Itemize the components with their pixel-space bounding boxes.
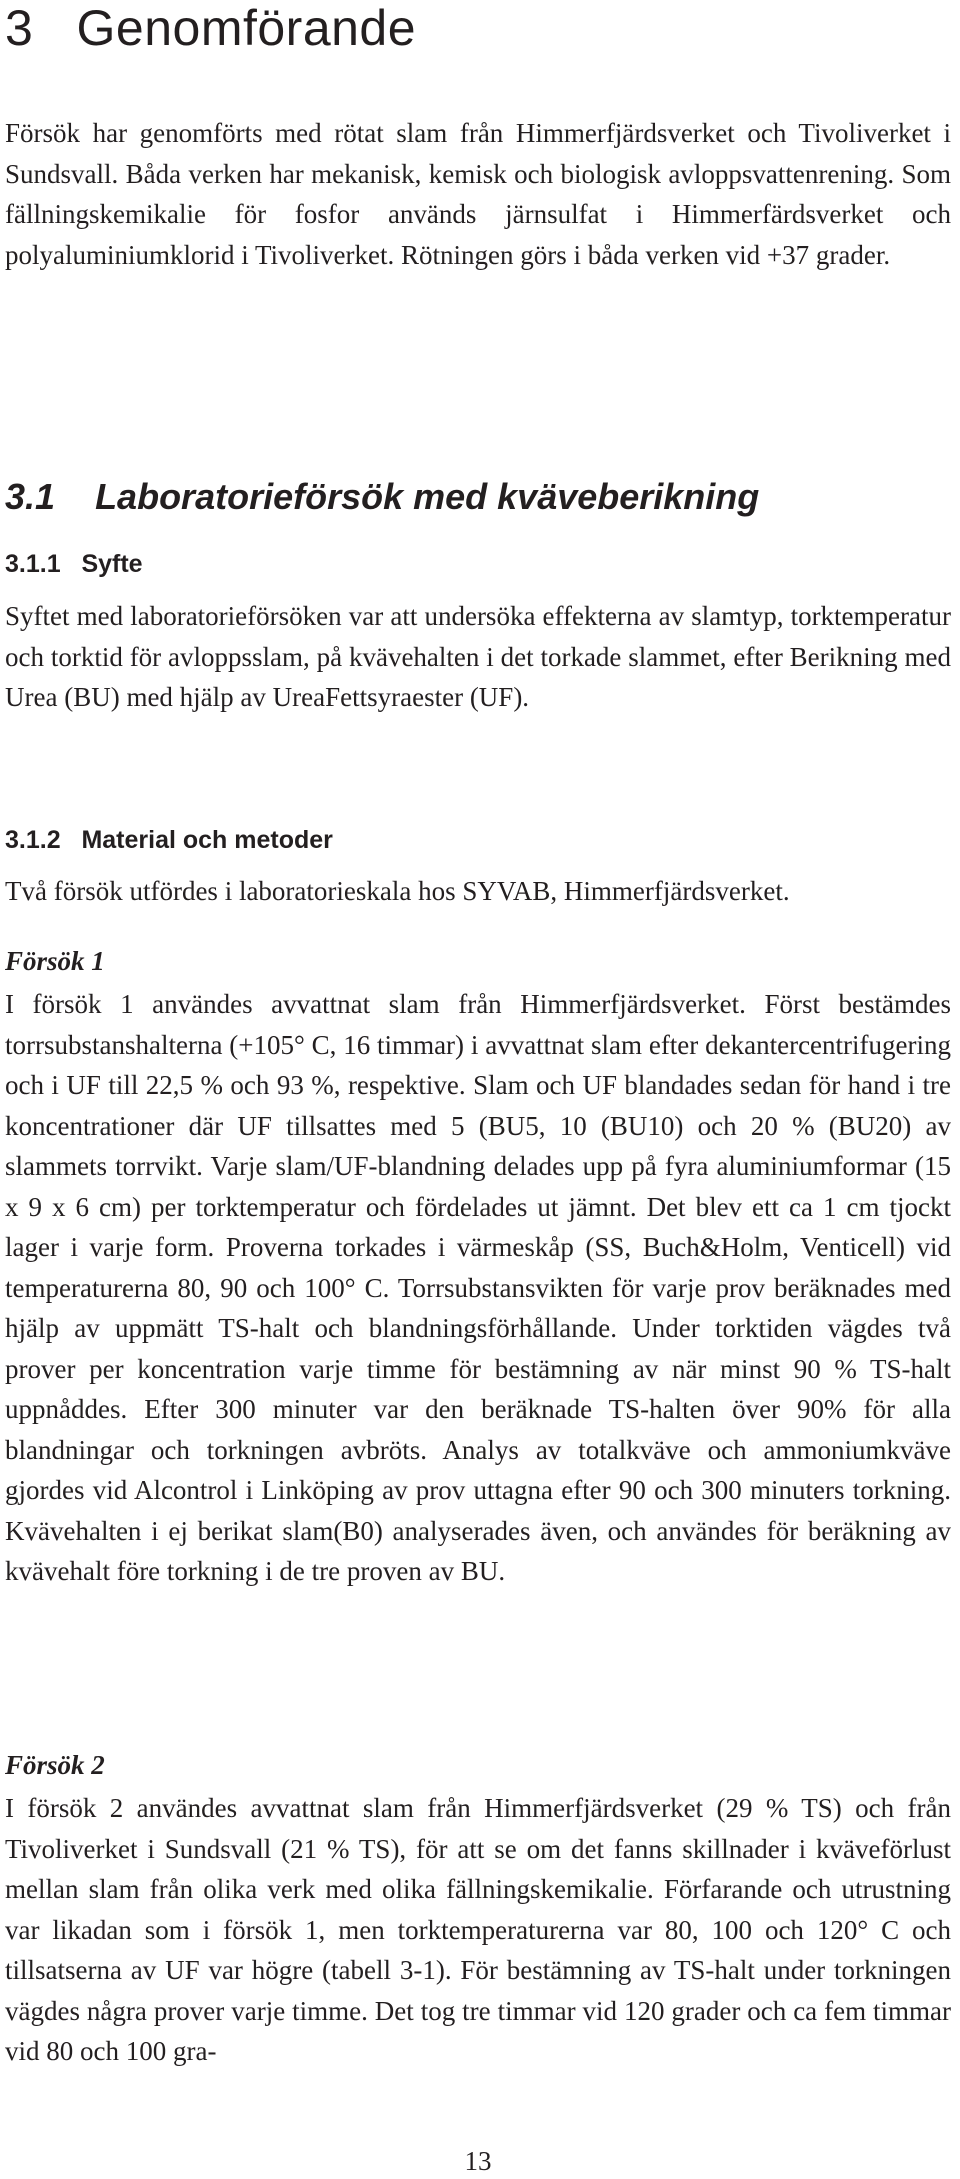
- section-heading: [5, 475, 759, 519]
- syfte-paragraph: [5, 596, 951, 718]
- forsok1-paragraph: [5, 984, 951, 1592]
- forsok1-text: I försök 1 användes avvattnat slam från Himmerfjärdsverket. Först bestämdes torrsubstanshalterna (+105° C, 16 timmar) i avvattnat slam efter dekantercentrifugering och i UF till 22,5 % och 93 %, respektive. Slam och UF blandades sedan för hand i tre koncentrationer där UF tillsattes med 5 (BU5, 10 (BU10) och 20 % (BU20) av slammets torrvikt. Varje slam/UF-blandning delades upp på fyra aluminiumformar (15 x 9 x 6 cm) per torktemperatur och fördelades ut jämnt. Det blev ett ca 1 cm tjockt lager i varje form. Proverna torkades i värmeskåp (SS, Buch&Holm, Venticell) vid temperaturerna 80, 90 och 100° C. Torrsubstansvikten för varje prov beräknades med hjälp av uppmätt TS-halt och blandningsförhållande. Under torktiden vägdes två prover per koncentration varje timme för bestämning av när minst 90 % TS-halt uppnåddes. Efter 300 minuter var den beräknade TS-halten över 90% för alla blandningar och torkningen avbröts. Analys av totalkväve och ammoniumkväve gjordes vid Alcontrol i Linköping av prov uttagna efter 90 och 300 minuters torkning. Kvävehalten i ej berikat slam(B0) analyserades även, och användes för beräkning av kvävehalt före torkning i de tre proven av BU.: [5, 989, 951, 1586]
- chapter-intro-text: Försök har genomförts med rötat slam från Himmerfjärdsverket och Tivoliverket i Sundsvall. Båda verken har mekanisk, kemisk och biologisk avloppsvattenrening. Som fällningskemikalie för fosfor används järnsulfat i Himmerfärdsverket och polyaluminiumklorid i Tivoliverket. Rötningen görs i båda verken vid +37 grader.: [5, 118, 951, 270]
- forsok1-heading: Försök 1: [5, 946, 105, 976]
- subsection-number: 3.1.1: [5, 550, 61, 578]
- subsection-number: 3.1.2: [5, 826, 61, 854]
- chapter-heading: [5, 0, 416, 56]
- forsok2-paragraph: [5, 1788, 951, 2072]
- page-number: 13: [464, 2146, 492, 2176]
- material-paragraph: [5, 871, 951, 912]
- syfte-text: Syftet med laboratorieförsöken var att undersöka effekterna av slamtyp, torktemperatur och torktid för avloppsslam, på kvävehalten i det torkade slammet, efter Berikning med Urea (BU) med hjälp av UreaFettsyraester (UF).: [5, 601, 951, 712]
- forsok2-text: I försök 2 användes avvattnat slam från Himmerfjärdsverket (29 % TS) och från Tivoliverket i Sundsvall (21 % TS), för att se om det fanns skillnader i kväveförlust mellan slam från olika verk med olika fällningskemikalie. Förfarande och utrustning var likadan som i försök 1, men torktemperaturerna var 80, 100 och 120° C och tillsatserna av UF var högre (tabell 3-1). För bestämning av TS-halt under torkningen vägdes några prover varje timme. Det tog tre timmar vid 120 grader och ca fem timmar vid 80 och 100 gra-: [5, 1793, 951, 2066]
- subsection-heading-material: [5, 824, 333, 856]
- subsection-title: Material och metoder: [81, 826, 333, 854]
- subsection-title: Syfte: [81, 550, 143, 578]
- chapter-title: Genomförande: [76, 0, 417, 56]
- section-title: Laboratorieförsök med kväveberikning: [95, 476, 760, 517]
- section-number: 3.1: [5, 476, 56, 517]
- forsok2-heading: Försök 2: [5, 1750, 105, 1780]
- chapter-intro-paragraph: [5, 113, 951, 275]
- chapter-number: 3: [5, 0, 34, 56]
- subsection-heading-syfte: [5, 548, 143, 580]
- material-text: Två försök utfördes i laboratorieskala hos SYVAB, Himmerfjärdsverket.: [5, 876, 790, 906]
